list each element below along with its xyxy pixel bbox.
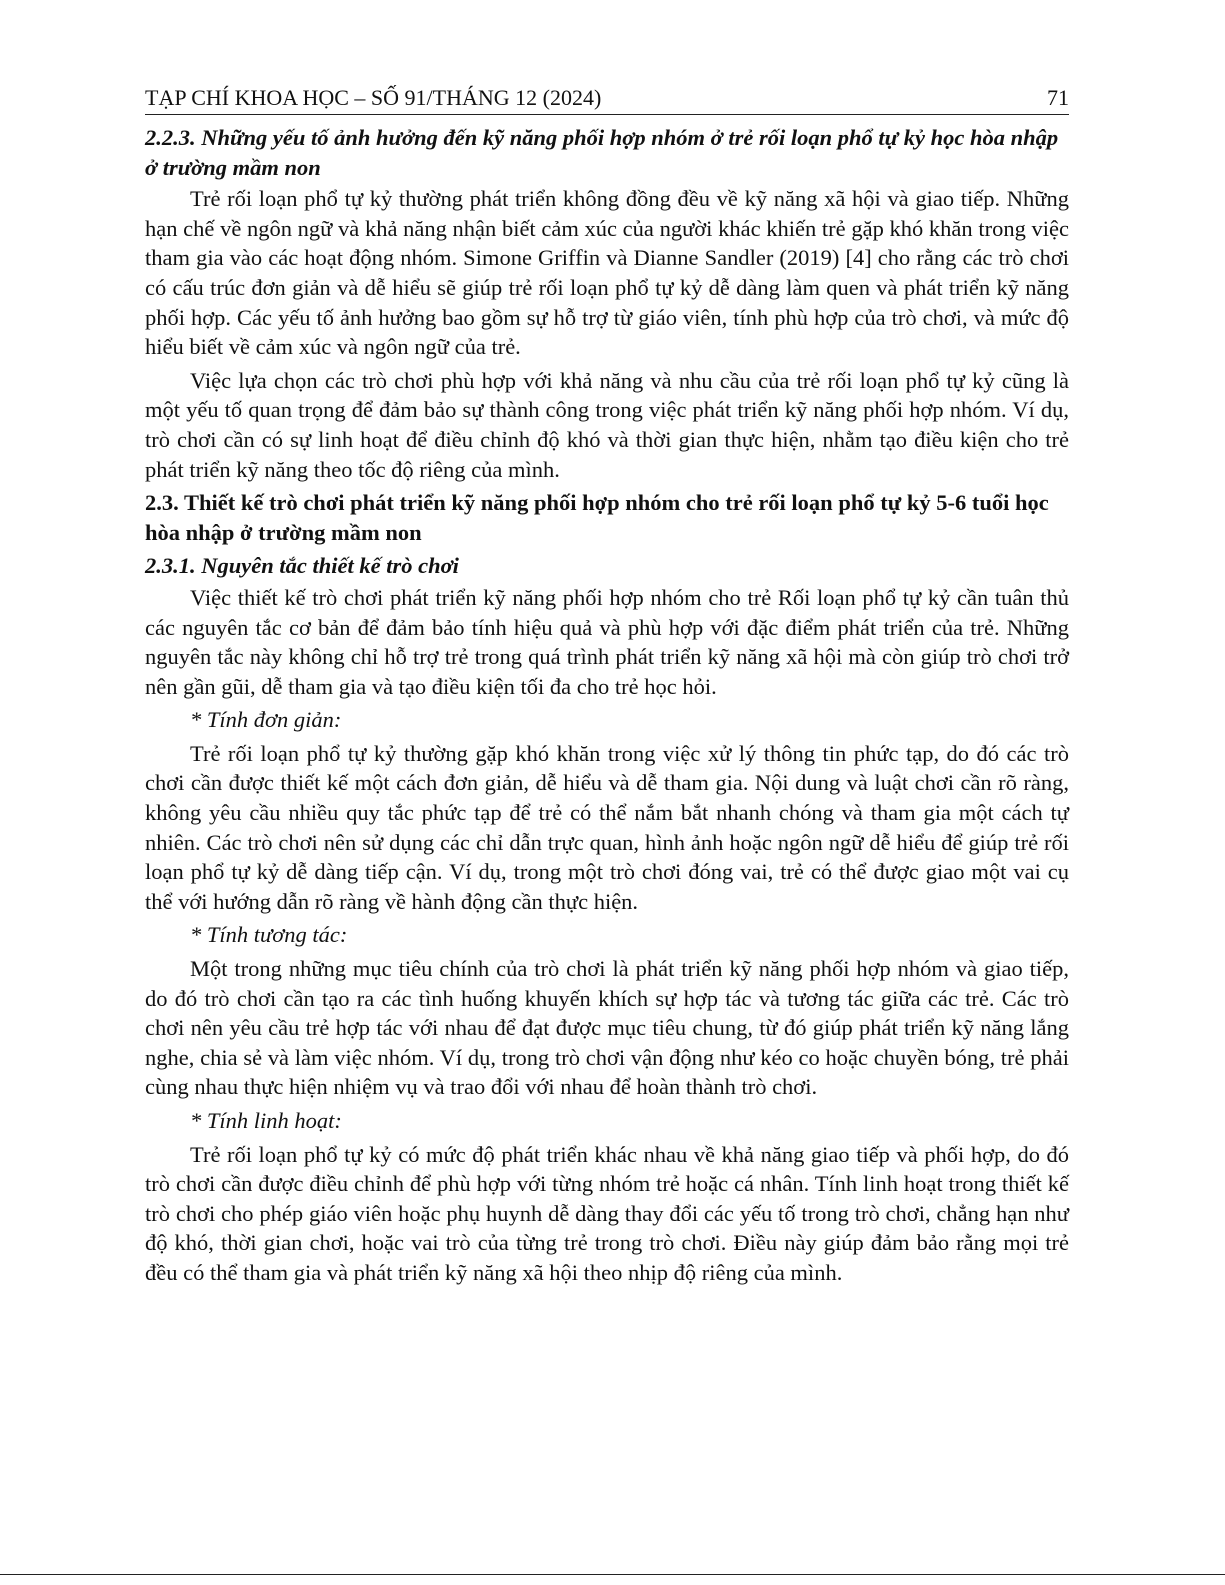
criterion-title: * Tính đơn giản:	[190, 707, 342, 733]
page-bottom-rule	[0, 1574, 1225, 1576]
criterion-title: * Tính tương tác:	[190, 922, 348, 948]
paragraph: Trẻ rối loạn phổ tự kỷ có mức độ phát triển khác nhau về khả năng giao tiếp và phối hợp, do đó trò chơi cần được điều chỉnh để phù hợp với từng nhóm trẻ hoặc cá nhân. Tính linh hoạt trong thiết kế trò chơi cho phép giáo viên hoặc phụ huynh dễ dàng thay đổi các yếu tố trong trò chơi, chẳng hạn như độ khó, thời gian chơi, hoặc vai trò của từng trẻ trong trò chơi. Điều này giúp đảm bảo rằng mọi trẻ đều có thể tham gia và phát triển kỹ năng xã hội theo nhịp độ riêng của mình.	[145, 1141, 1069, 1285]
heading-2-3: 2.3. Thiết kế trò chơi phát triển kỹ năng phối hợp nhóm cho trẻ rối loạn phổ tự kỷ 5-6 tuổi học hòa nhập ở trường mầm non	[145, 490, 1049, 545]
paragraph: Trẻ rối loạn phổ tự kỷ thường phát triển không đồng đều về kỹ năng xã hội và giao tiếp. Những hạn chế về ngôn ngữ và khả năng nhận biết cảm xúc của người khác khiến trẻ gặp khó khăn trong việc tham gia vào các hoạt động nhóm. Simone Griffin và Dianne Sandler (2019) [4] cho rằng các trò chơi có cấu trúc đơn giản và dễ hiểu sẽ giúp trẻ rối loạn phổ tự kỷ dễ dàng làm quen và phát triển kỹ năng phối hợp. Các yếu tố ảnh hưởng bao gồm sự hỗ trợ từ giáo viên, tính phù hợp của trò chơi, và mức độ hiểu biết về cảm xúc và ngôn ngữ của trẻ.	[145, 186, 1069, 360]
paragraph: Một trong những mục tiêu chính của trò chơi là phát triển kỹ năng phối hợp nhóm và giao tiếp, do đó trò chơi cần tạo ra các tình huống khuyến khích sự hợp tác và tương tác giữa các trẻ. Các trò chơi nên yêu cầu trẻ hợp tác với nhau để đạt được mục tiêu chung, từ đó giúp phát triển kỹ năng lắng nghe, chia sẻ và làm việc nhóm. Ví dụ, trong trò chơi vận động như kéo co hoặc chuyền bóng, trẻ phải cùng nhau thực hiện nhiệm vụ và trao đổi với nhau để hoàn thành trò chơi.	[145, 956, 1069, 1100]
paragraph: Việc lựa chọn các trò chơi phù hợp với khả năng và nhu cầu của trẻ rối loạn phổ tự kỷ cũng là một yếu tố quan trọng để đảm bảo sự thành công trong việc phát triển kỹ năng phối hợp nhóm. Ví dụ, trò chơi cần có sự linh hoạt để điều chỉnh độ khó và thời gian thực hiện, nhằm tạo điều kiện cho trẻ phát triển kỹ năng theo tốc độ riêng của mình.	[145, 367, 1069, 482]
criterion-title: * Tính linh hoạt:	[190, 1108, 342, 1133]
journal-page	[145, 84, 1069, 1288]
page-number: 71	[1047, 85, 1069, 110]
paragraph: Việc thiết kế trò chơi phát triển kỹ năng phối hợp nhóm cho trẻ Rối loạn phổ tự kỷ cần tuân thủ các nguyên tắc cơ bản để đảm bảo tính hiệu quả và phù hợp với đặc điểm phát triển của trẻ. Những nguyên tắc này không chỉ hỗ trợ trẻ trong quá trình phát triển kỹ năng xã hội mà còn giúp trò chơi trở nên gần gũi, dễ tham gia và tạo điều kiện tối đa cho trẻ học hỏi.	[145, 584, 1069, 699]
journal-title: TẠP CHÍ KHOA HỌC – SỐ 91/THÁNG 12 (2024)	[145, 85, 602, 110]
paragraph: Trẻ rối loạn phổ tự kỷ thường gặp khó khăn trong việc xử lý thông tin phức tạp, do đó các trò chơi cần được thiết kế một cách đơn giản, dễ hiểu và dễ tham gia. Nội dung và luật chơi cần rõ ràng, không yêu cầu nhiều quy tắc phức tạp để trẻ có thể nắm bắt nhanh chóng và tham gia một cách tự nhiên. Các trò chơi nên sử dụng các chỉ dẫn trực quan, hình ảnh hoặc ngôn ngữ dễ hiểu để giúp trẻ rối loạn phổ tự kỷ dễ dàng tiếp cận. Ví dụ, trong một trò chơi đóng vai, trẻ có thể được giao một vai cụ thể với hướng dẫn rõ ràng về hành động cần thực hiện.	[145, 740, 1069, 914]
heading-2-2-3: 2.2.3. Những yếu tố ảnh hưởng đến kỹ năng phối hợp nhóm ở trẻ rối loạn phổ tự kỷ học hòa nhập ở trường mầm non	[145, 125, 1059, 180]
heading-2-3-1: 2.3.1. Nguyên tắc thiết kế trò chơi	[145, 553, 459, 579]
running-header	[145, 84, 1069, 115]
